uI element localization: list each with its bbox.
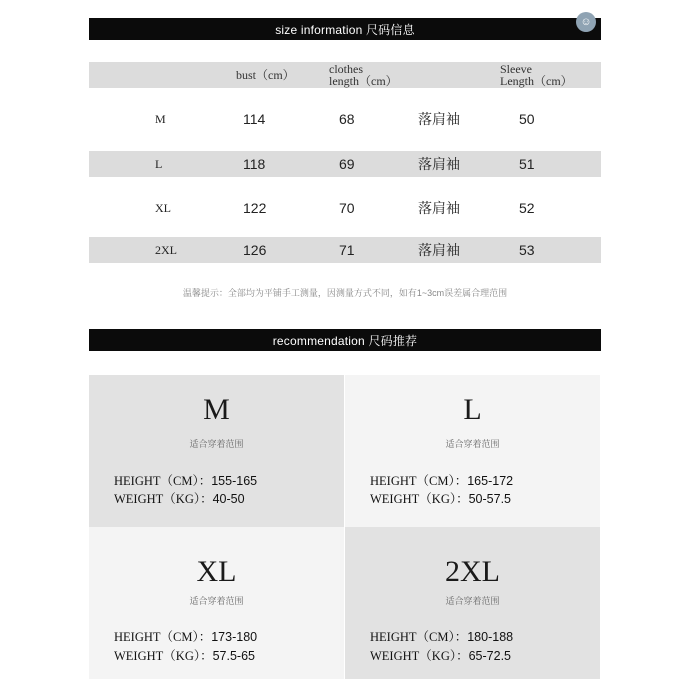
size-info-header [89, 18, 601, 40]
col-sleeve-line1: Sleeve [500, 62, 532, 76]
height-label: HEIGHT（CM）： [370, 474, 468, 488]
row-size: L [155, 156, 163, 171]
row-size: 2XL [155, 242, 177, 257]
measurement-note: 温馨提示：全部均为平铺手工测量，因测量方式不同，如有1~3cm误差属合理范围 [182, 288, 508, 298]
table-row [89, 237, 601, 263]
size-table-header [89, 62, 601, 88]
row-sleeve-style: 落肩袖 [418, 242, 460, 258]
row-bust: 126 [243, 242, 267, 258]
card-height [370, 471, 513, 489]
height-value: 180-188 [467, 630, 514, 644]
table-row [89, 151, 601, 177]
card-subtitle: 适合穿着范围 [445, 439, 500, 449]
row-sleeve: 51 [519, 156, 535, 172]
row-size: M [155, 111, 166, 126]
height-label: HEIGHT（CM）： [370, 630, 468, 644]
row-sleeve-style: 落肩袖 [418, 200, 460, 216]
row-length: 69 [339, 156, 355, 172]
weight-value: 65-72.5 [468, 649, 511, 663]
row-bust: 114 [243, 111, 266, 127]
row-bust: 118 [243, 156, 266, 172]
weight-label: WEIGHT（KG）： [370, 492, 469, 506]
col-clothes-line1: clothes [329, 62, 363, 76]
recommend-card-l [345, 375, 600, 527]
card-subtitle: 适合穿着范围 [189, 439, 244, 449]
card-height [114, 471, 257, 489]
weight-value: 57.5-65 [212, 649, 255, 663]
row-length: 70 [339, 200, 355, 216]
col-clothes-line2: length（cm） [329, 74, 398, 88]
card-height [370, 627, 513, 645]
row-sleeve: 52 [519, 200, 535, 216]
row-size: XL [155, 200, 171, 215]
weight-value: 50-57.5 [468, 492, 511, 506]
card-height [114, 627, 257, 645]
size-info-header-text: size information 尺码信息 [275, 22, 415, 37]
recommend-card-xl [89, 527, 344, 679]
col-clothes-length [329, 62, 419, 88]
weight-label: WEIGHT（KG）： [114, 492, 213, 506]
row-sleeve-style: 落肩袖 [418, 156, 460, 172]
card-weight [114, 646, 255, 664]
card-weight [370, 489, 511, 507]
height-value: 165-172 [467, 474, 514, 488]
avatar-icon: ☺ [576, 12, 596, 32]
col-sleeve-line2: Length（cm） [500, 74, 573, 88]
card-subtitle: 适合穿着范围 [189, 596, 244, 606]
height-label: HEIGHT（CM）： [114, 474, 212, 488]
row-sleeve: 50 [519, 111, 535, 127]
row-length: 71 [339, 242, 355, 258]
row-sleeve: 53 [519, 242, 535, 258]
card-size: L [463, 393, 482, 426]
height-value: 155-165 [211, 474, 258, 488]
recommend-card-m [89, 375, 344, 527]
recommendation-header-text: recommendation 尺码推荐 [272, 333, 418, 348]
card-size: 2XL [445, 555, 500, 588]
card-weight [114, 489, 245, 507]
height-value: 173-180 [211, 630, 258, 644]
row-length: 68 [339, 111, 355, 127]
card-weight [370, 646, 511, 664]
card-subtitle: 适合穿着范围 [445, 596, 500, 606]
recommendation-header [89, 329, 601, 351]
table-row [89, 106, 601, 132]
col-bust: bust（cm） [236, 68, 295, 82]
card-size: M [203, 393, 230, 426]
col-sleeve-length [500, 62, 600, 88]
weight-label: WEIGHT（KG）： [114, 649, 213, 663]
card-size: XL [196, 555, 237, 588]
weight-value: 40-50 [212, 492, 245, 506]
weight-label: WEIGHT（KG）： [370, 649, 469, 663]
row-bust: 122 [243, 200, 267, 216]
row-sleeve-style: 落肩袖 [418, 111, 460, 127]
table-row [89, 195, 601, 221]
recommend-card-2xl [345, 527, 600, 679]
height-label: HEIGHT（CM）： [114, 630, 212, 644]
